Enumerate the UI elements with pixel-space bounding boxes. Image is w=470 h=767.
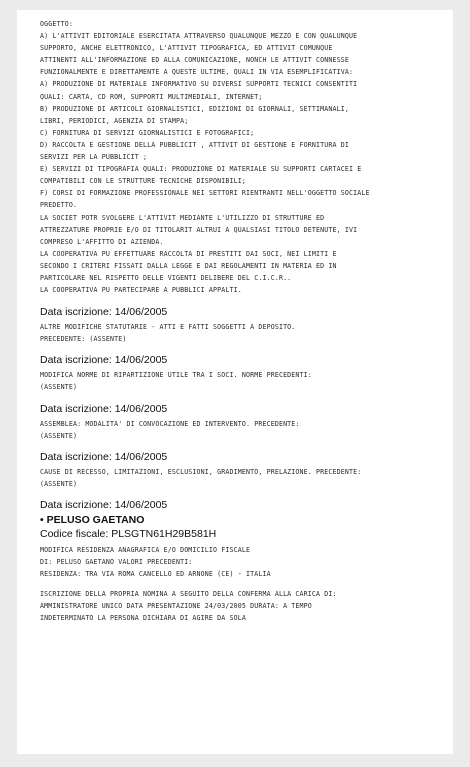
oggetto-block: [40, 18, 443, 296]
text-line: SUPPORTO, ANCHE ELETTRONICO, L'ATTIVIT TIPOGRAFICA, ED ATTIVIT COMUNQUE: [40, 44, 333, 53]
text-line: LA SOCIET POTR SVOLGERE L'ATTIVIT MEDIANTE L'UTILIZZO DI STRUTTURE ED: [40, 213, 325, 222]
registration-date: Data iscrizione: 14/06/2005: [40, 354, 168, 367]
registration-date: Data iscrizione: 14/06/2005: [40, 498, 168, 511]
person-name: • PELUSO GAETANO: [40, 513, 145, 526]
text-line: A) L'ATTIVIT EDITORIALE ESERCITATA ATTRAVERSO QUALUNQUE MEZZO E CON QUALUNQUE: [40, 32, 358, 41]
person-section: [40, 499, 443, 625]
text-line: ATTREZZATURE PROPRIE E/O DI TITOLARIT ALTRUI A QUALSIASI TITOLO DETENUTE, IVI: [40, 225, 358, 234]
text-line: ATTINENTI ALL'INFORMAZIONE ED ALLA COMUNICAZIONE, NONCH LE ATTIVIT CONNESSE: [40, 56, 349, 65]
text-line: LA COOPERATIVA PU EFFETTUARE RACCOLTA DI PRESTITI DAI SOCI, NEI LIMITI E: [40, 249, 337, 258]
registration-date: Data iscrizione: 14/06/2005: [40, 402, 168, 415]
text-line: DI: PELUSO GAETANO VALORI PRECEDENTI:: [40, 558, 193, 566]
text-line: INDETERMINATO LA PERSONA DICHIARA DI AGIRE DA SOLA: [40, 614, 246, 623]
text-line: D) RACCOLTA E GESTIONE DELLA PUBBLICIT , ATTIVIT DI GESTIONE E FORNITURA DI: [40, 140, 349, 149]
text-line: SECONDO I CRITERI FISSATI DALLA LEGGE E DAI REGOLAMENTI IN MATERIA ED IN: [40, 261, 337, 270]
text-line: COMPATIBILI CON LE STRUTTURE TECNICHE DISPONIBILI;: [40, 177, 246, 186]
text-line: SERVIZI PER LA PUBBLICIT ;: [40, 153, 148, 162]
spacer: [40, 580, 443, 588]
registration-section: [40, 306, 443, 345]
text-line: B) PRODUZIONE DI ARTICOLI GIORNALISTICI, EDIZIONI DI GIORNALI, SETTIMANALI,: [40, 104, 349, 113]
text-line: FUNZIONALMENTE E DIRETTAMENTE A QUESTE ULTIME, QUALI IN VIA ESEMPLIFICATIVA:: [40, 68, 354, 77]
text-line: LIBRI, PERIODICI, AGENZIA DI STAMPA;: [40, 116, 189, 125]
text-line: ASSEMBLEA: MODALITA' DI CONVOCAZIONE ED INTERVENTO. PRECEDENTE:: [40, 419, 300, 428]
text-line: (ASSENTE): [40, 479, 78, 488]
text-line: AMMINISTRATORE UNICO DATA PRESENTAZIONE 24/03/2005 DURATA: A TEMPO: [40, 602, 312, 611]
text-line: PREDETTO.: [40, 201, 78, 210]
text-line: ALTRE MODIFICHE STATUTARIE - ATTI E FATTI SOGGETTI A DEPOSITO.: [40, 323, 296, 332]
text-line: E) SERVIZI DI TIPOGRAFIA QUALI: PRODUZIONE DI MATERIALE SU SUPPORTI CARTACEI E: [40, 165, 362, 174]
registration-date: Data iscrizione: 14/06/2005: [40, 450, 168, 463]
text-line: C) FORNITURA DI SERVIZI GIORNALISTICI E FOTOGRAFICI;: [40, 128, 255, 137]
registration-section: [40, 403, 443, 442]
text-line: PRECEDENTE: (ASSENTE): [40, 335, 127, 344]
registration-date: Data iscrizione: 14/06/2005: [40, 306, 168, 319]
text-line: (ASSENTE): [40, 383, 78, 392]
text-line: ISCRIZIONE DELLA PROPRIA NOMINA A SEGUITO DELLA CONFERMA ALLA CARICA DI:: [40, 590, 337, 599]
text-line: CAUSE DI RECESSO, LIMITAZIONI, ESCLUSIONI, GRADIMENTO, PRELAZIONE. PRECEDENTE:: [40, 467, 362, 476]
registration-section: [40, 451, 443, 490]
text-line: RESIDENZA: TRA VIA ROMA CANCELLO ED ARNONE (CE) - ITALIA: [40, 570, 271, 579]
registration-section: [40, 354, 443, 393]
text-line: LA COOPERATIVA PU PARTECIPARE A PUBBLICI APPALTI.: [40, 286, 242, 295]
text-line: A) PRODUZIONE DI MATERIALE INFORMATIVO SU DIVERSI SUPPORTI TECNICI CONSENTITI: [40, 80, 358, 89]
text-line: COMPRESO L'AFFITTO DI AZIENDA.: [40, 237, 164, 246]
text-line: QUALI: CARTA, CD ROM, SUPPORTI MULTIMEDIALI, INTERNET;: [40, 92, 263, 101]
text-line: OGGETTO:: [40, 20, 73, 28]
text-line: MODIFICA NORME DI RIPARTIZIONE UTILE TRA I SOCI. NORME PRECEDENTI:: [40, 371, 312, 380]
document-page: [17, 10, 453, 754]
text-line: (ASSENTE): [40, 431, 78, 440]
text-line: PARTICOLARE NEL RISPETTO DELLE VIGENTI DELIBERE DEL C.I.C.R..: [40, 273, 292, 282]
text-line: F) CORSI DI FORMAZIONE PROFESSIONALE NEI SETTORI RIENTRANTI NELL'OGGETTO SOCIALE: [40, 189, 370, 198]
text-line: MODIFICA RESIDENZA ANAGRAFICA E/O DOMICILIO FISCALE: [40, 545, 251, 554]
codice-fiscale: Codice fiscale: PLSGTN61H29B581H: [40, 527, 217, 540]
